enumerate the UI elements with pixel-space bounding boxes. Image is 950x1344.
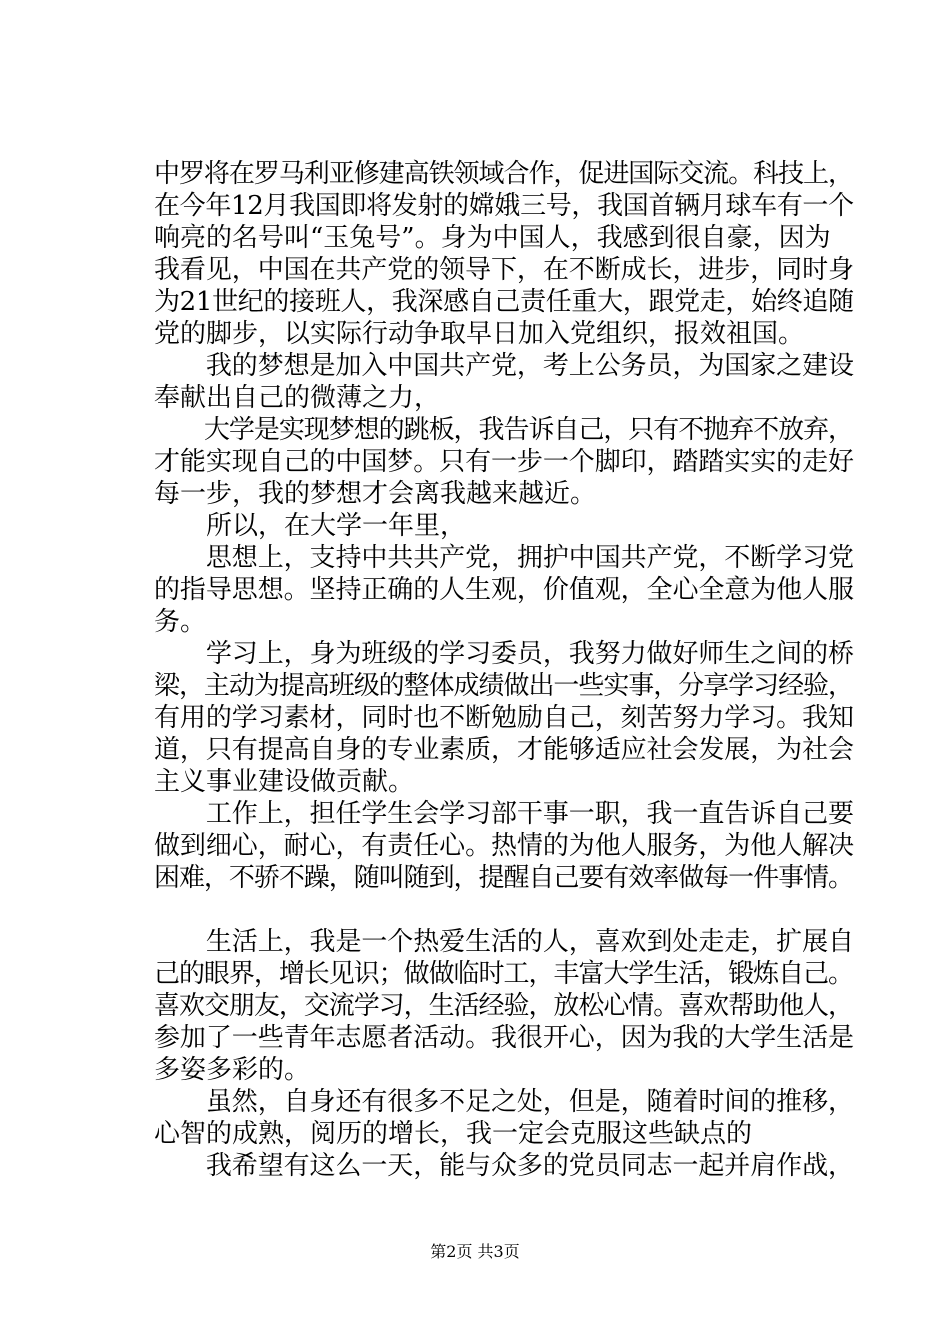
text-line: 喜欢交朋友，交流学习，生活经验，放松心情。喜欢帮助他人， [154, 991, 853, 1021]
text-line: 务。 [154, 607, 207, 637]
text-line: 有用的学习素材，同时也不断勉励自己，刻苦努力学习。我知 [154, 703, 854, 733]
text-line: 主义事业建设做贡献。 [154, 767, 415, 797]
text-line: 困难，不骄不躁，随叫随到，提醒自己要有效率做每一件事情。 [154, 863, 853, 893]
text-line: 道，只有提高自身的专业素质，才能够适应社会发展，为社会 [154, 735, 854, 765]
text-line: 己的眼界，增长见识；做做临时工，丰富大学生活，锻炼自己。 [154, 959, 853, 989]
text-line: 生活上，我是一个热爱生活的人，喜欢到处走走，扩展自 [154, 927, 854, 957]
text-line: 参加了一些青年志愿者活动。我很开心，因为我的大学生活是 [154, 1023, 854, 1053]
text-line: 才能实现自己的中国梦。只有一步一个脚印，踏踏实实的走好 [154, 447, 854, 477]
text-line: 工作上，担任学生会学习部干事一职，我一直告诉自己要 [154, 799, 854, 829]
text-line: 我看见，中国在共产党的领导下，在不断成长，进步，同时身 [154, 255, 854, 285]
text-line: 心智的成熟，阅历的增长，我一定会克服这些缺点的 [154, 1119, 753, 1149]
text-line: 虽然，自身还有很多不足之处，但是，随着时间的推移， [154, 1087, 854, 1117]
text-line: 中罗将在罗马利亚修建高铁领域合作，促进国际交流。科技上， [154, 159, 853, 189]
text-line: 为21世纪的接班人，我深感自己责任重大，跟党走，始终追随 [154, 287, 854, 317]
text-line: 在今年12月我国即将发射的嫦娥三号，我国首辆月球车有一个 [154, 191, 854, 221]
blank-line [154, 894, 854, 926]
text-line: 学习上，身为班级的学习委员，我努力做好师生之间的桥 [154, 639, 854, 669]
text-line: 我希望有这么一天，能与众多的党员同志一起并肩作战， [154, 1151, 854, 1181]
text-line: 我的梦想是加入中国共产党，考上公务员，为国家之建设 [154, 351, 854, 381]
text-line: 奉献出自己的微薄之力， [154, 383, 441, 413]
text-line: 的指导思想。坚持正确的人生观，价值观，全心全意为他人服 [154, 575, 854, 605]
document-body [154, 158, 854, 1182]
text-line: 大学是实现梦想的跳板，我告诉自己，只有不抛弃不放弃， [154, 415, 853, 445]
text-line: 多姿多彩的。 [154, 1055, 311, 1085]
text-line: 党的脚步，以实际行动争取早日加入党组织，报效祖国。 [154, 319, 805, 349]
text-line: 思想上，支持中共共产党，拥护中国共产党，不断学习党 [154, 543, 854, 573]
text-line: 每一步，我的梦想才会离我越来越近。 [154, 479, 597, 509]
text-line: 做到细心，耐心，有责任心。热情的为他人服务，为他人解决 [154, 831, 854, 861]
text-line: 所以，在大学一年里， [154, 511, 467, 541]
text-line: 梁，主动为提高班级的整体成绩做出一些实事，分享学习经验， [154, 671, 853, 701]
page-footer: 第2页 共3页 [430, 1242, 520, 1261]
text-line: 响亮的名号叫“玉兔号”。身为中国人，我感到很自豪，因为 [154, 223, 831, 253]
